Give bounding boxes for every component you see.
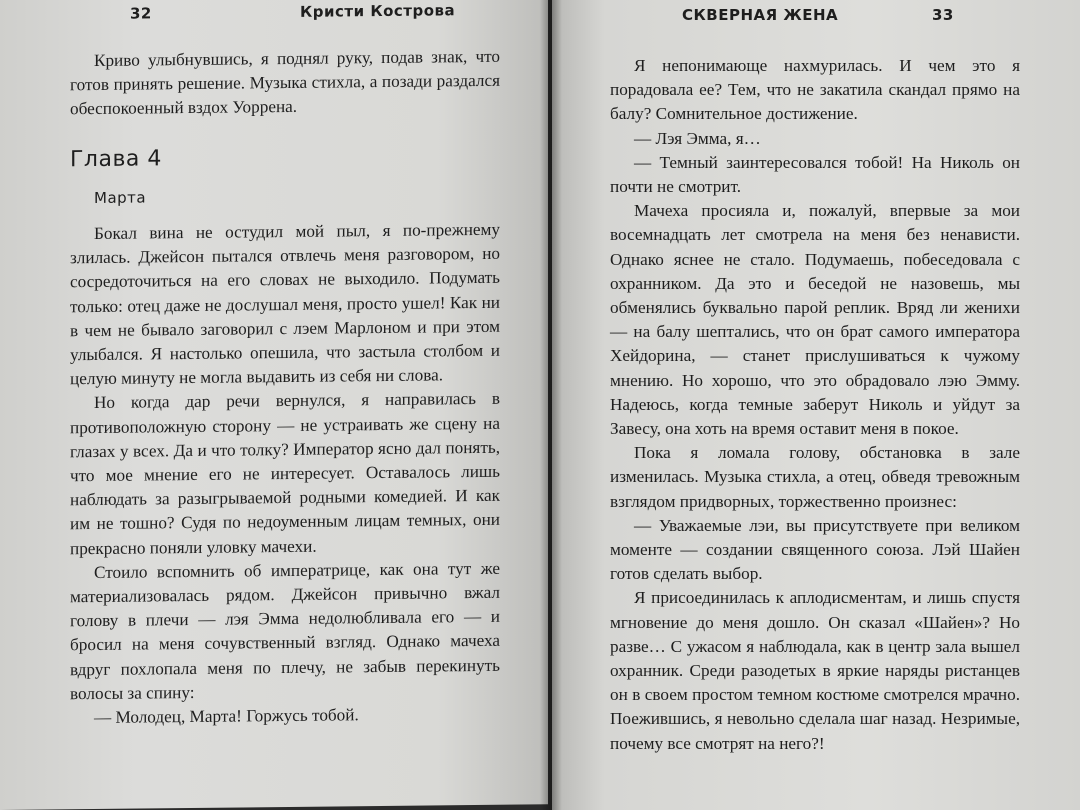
right-page-text (610, 54, 1020, 756)
paragraph: — Темный заинтересовался тобой! На Николь он почти не смотрит. (610, 152, 1020, 197)
paragraph: Мачеха просияла и, пожалуй, впервые за мои восемнадцать лет смотрела на меня без ненависти. Однако яснее не стало. Подумаешь, побеседовала с охранником. Да это и беседой не назовешь, мы обменялись буквально парой реплик. Вряд ли женихи — на балу шептались, что он брат самого императора Хейдорина, — станет прислушиваться к чужому мнению. Но хорошо, что это обрадовало лэю Эмму. Надеюсь, когда темные заберут Николь и уйдут за Завесу, она хоть на время оставит меня в покое. (610, 201, 1020, 439)
paragraph: Я непонимающе нахмурилась. И чем это я порадовала ее? Тем, что не закатила скандал прямо на балу? Сомнительное достижение. (610, 56, 1020, 124)
running-head-author: Кристи Кострова (300, 1, 456, 21)
paragraph: — Молодец, Марта! Горжусь тобой. (94, 705, 359, 728)
paragraph: Криво улыбнувшись, я поднял руку, подав знак, что готов принять решение. Музыка стихла, а позади раздался обеспокоенный вздох Уоррена. (70, 46, 500, 119)
pov-heading: Марта (94, 188, 147, 207)
paragraph: Пока я ломала голову, обстановка в зале изменилась. Музыка стихла, а отец, обведя тревожным взглядом придворных, торжественно произнес: (610, 443, 1020, 511)
book-gutter (540, 0, 562, 810)
page-number: 32 (130, 4, 152, 23)
paragraph: — Лэя Эмма, я… (634, 128, 761, 148)
chapter-title: Глава 4 (70, 145, 162, 172)
paragraph: Но когда дар речи вернулся, я направилась в противоположную сторону — не устраивать же сцену на глазах у всех. Да и что толку? Император ясно дал понять, что мое мнение его не интересует. Оставалось лишь наблюдать за разыгрываемой родными комедией. И как им не тошно? Судя по недоуменным лицам темных, они прекрасно поняли уловку мачехи. (70, 389, 500, 558)
paragraph: Стоило вспомнить об императрице, как она тут же материализовалась рядом. Джейсон привычно вжал голову в плечи — лэя Эмма недолюбливала его — и бросил на меня сочувственный взгляд. Однако мачеха вдруг похлопала меня по плечу, не забыв перекинуть волосы за спину: (70, 558, 500, 704)
paragraph: Я присоединилась к аплодисментам, и лишь спустя мгновение до меня дошло. Он сказал «Шайен»? Но разве… С ужасом я наблюдала, как в центр зала вышел охранник. Среди разодетых в яркие наряды ристанцев он в своем простом темном костюме смотрелся мрачно. Поежившись, я невольно сделала шаг назад. Незримые, почему все смотрят на него?! (610, 588, 1020, 753)
page-number: 33 (932, 6, 954, 24)
right-page (552, 0, 1080, 810)
left-page-text (70, 45, 500, 731)
running-head-title: СКВЕРНАЯ ЖЕНА (682, 6, 839, 24)
paragraph: Бокал вина не остудил мой пыл, я по-прежнему злилась. Джейсон пытался отвлечь меня разговором, но сосредоточиться на его словах не выходило. Подумать только: отец даже не дослушал меня, просто ушел! Как ни в чем не бывало заговорил с лэем Марлоном и при этом улыбался. Я настолько опешила, что застыла столбом и целую минуту не могла выдавить из себя ни слова. (70, 219, 500, 389)
paragraph: — Уважаемые лэи, вы присутствуете при великом моменте — создании священного союза. Лэй Шайен готов сделать выбор. (610, 515, 1020, 584)
